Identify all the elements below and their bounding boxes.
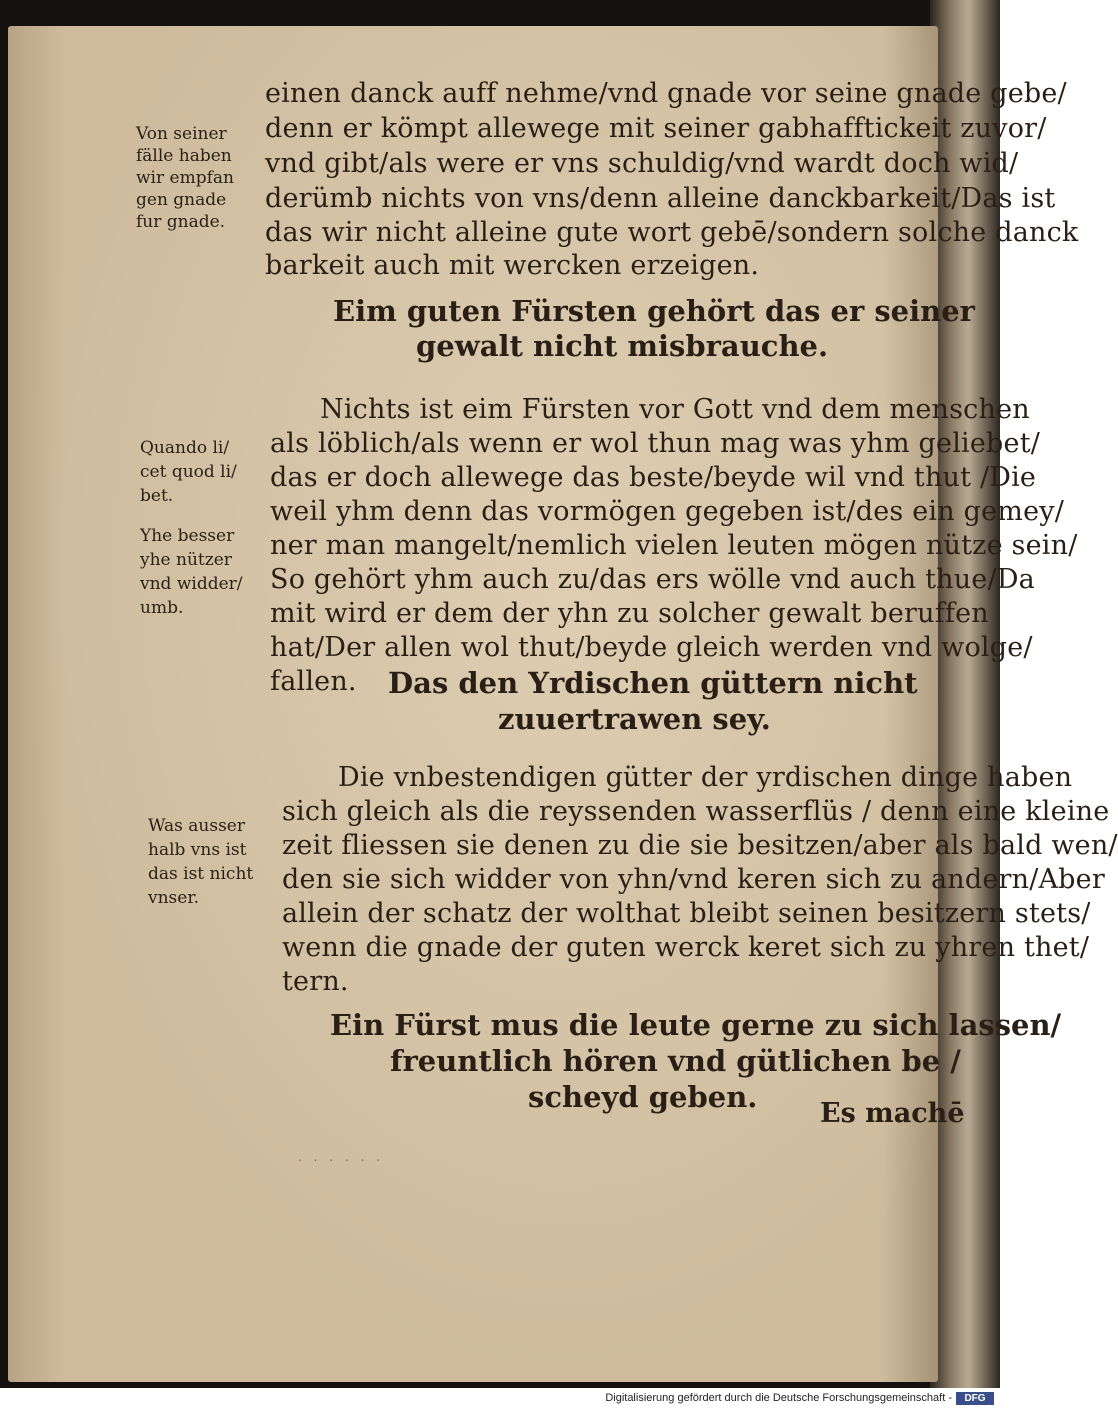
book-page <box>8 26 1118 1382</box>
margin-note-line: Yhe besser <box>140 526 235 546</box>
funding-credit: Digitalisierung gefördert durch die Deutsche Forschungsgemeinschaft - <box>605 1392 952 1404</box>
faint-bleed-marks: . . . . . . <box>298 1150 384 1164</box>
body-line: weil yhm denn das vormögen gegeben ist/des ein gemey/ <box>270 496 1064 527</box>
margin-note-line: yhe nützer <box>140 550 232 570</box>
body-line: derümb nichts von vns/denn alleine danckbarkeit/Das ist <box>265 183 1056 214</box>
body-line: als löblich/als wenn er wol thun mag was yhm geliebet/ <box>270 428 1041 459</box>
body-line: ner man mangelt/nemlich vielen leuten mögen nütze sein/ <box>270 530 1078 561</box>
body-line: mit wird er dem der yhn zu solcher gewalt beruffen <box>270 598 989 629</box>
section-heading: gewalt nicht misbrauche. <box>416 329 829 363</box>
margin-note-line: Was ausser <box>148 816 245 836</box>
section-heading: Ein Fürst mus die leute gerne zu sich lassen/ <box>330 1008 1062 1042</box>
body-line: denn er kömpt allewege mit seiner gabhafftickeit zuvor/ <box>265 113 1047 144</box>
section-heading: Eim guten Fürsten gehört das er seiner <box>333 294 975 328</box>
body-line: wenn die gnade der guten werck keret sich zu yhren thet/ <box>282 932 1090 963</box>
margin-note-line: vnser. <box>148 888 199 908</box>
section-heading: freuntlich hören vnd gütlichen be / <box>390 1044 961 1078</box>
section-heading: scheyd geben. <box>528 1080 758 1114</box>
body-line: Nichts ist eim Fürsten vor Gott vnd dem menschen <box>320 394 1030 425</box>
section-heading: zuuertrawen sey. <box>498 702 771 736</box>
body-line: sich gleich als die reyssenden wasserflüs / denn eine kleine <box>282 796 1110 827</box>
margin-note-line: wir empfan <box>136 168 234 188</box>
body-line: einen danck auff nehme/vnd gnade vor seine gnade gebe/ <box>265 78 1067 109</box>
body-line: das er doch allewege das beste/beyde wil vnd thut /Die <box>270 462 1037 493</box>
footer <box>0 1388 1000 1410</box>
margin-note-line: halb vns ist <box>148 840 247 860</box>
body-line: Die vnbestendigen gütter der yrdischen dinge haben <box>338 762 1073 793</box>
margin-note-line: fur gnade. <box>136 212 226 232</box>
margin-note-line: Von seiner <box>136 124 227 144</box>
margin-note-line: umb. <box>140 598 184 618</box>
body-line: das wir nicht alleine gute wort gebē/sondern solche danck <box>265 217 1079 248</box>
body-line: So gehört yhm auch zu/das ers wölle vnd auch thue/Da <box>270 564 1035 595</box>
margin-note-line: cet quod li/ <box>140 462 237 482</box>
dfg-logo: DFG <box>956 1392 994 1405</box>
catchword: Es machē <box>820 1098 965 1129</box>
section-heading: Das den Yrdischen güttern nicht <box>388 666 918 700</box>
margin-note-line: gen gnade <box>136 190 227 210</box>
body-line: vnd gibt/als were er vns schuldig/vnd wardt doch wid/ <box>265 148 1019 179</box>
margin-note-line: bet. <box>140 486 174 506</box>
margin-note-line: das ist nicht <box>148 864 254 884</box>
body-line: fallen. <box>270 666 357 697</box>
margin-note-line: vnd widder/ <box>140 574 243 594</box>
body-line: barkeit auch mit wercken erzeigen. <box>265 250 760 281</box>
body-line: zeit fliessen sie denen zu die sie besitzen/aber als bald wen/ <box>282 830 1118 861</box>
body-line: hat/Der allen wol thut/beyde gleich werden vnd wolge/ <box>270 632 1033 663</box>
body-line: den sie sich widder von yhn/vnd keren sich zu andern/Aber <box>282 864 1105 895</box>
margin-note-line: Quando li/ <box>140 438 230 458</box>
margin-note-line: fälle haben <box>136 146 232 166</box>
body-line: allein der schatz der wolthat bleibt seinen besitzern stets/ <box>282 898 1091 929</box>
body-line: tern. <box>282 966 349 997</box>
